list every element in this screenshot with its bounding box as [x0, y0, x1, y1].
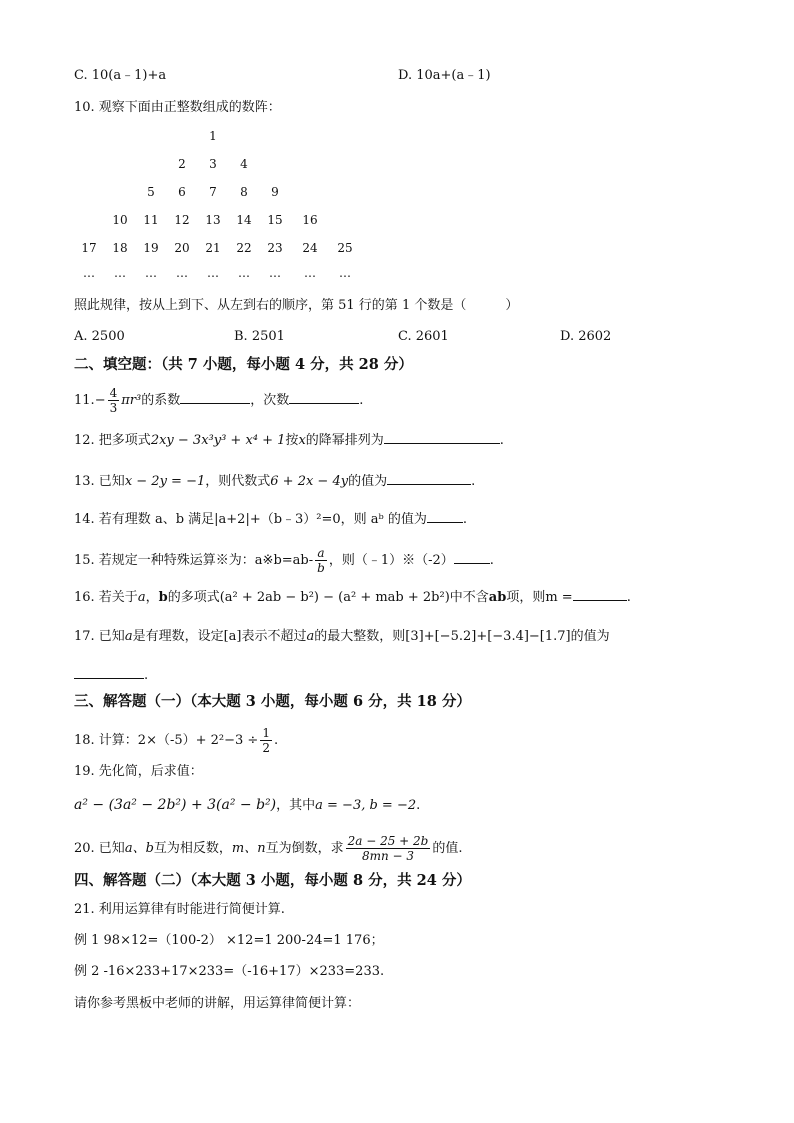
q14-end: . [462, 512, 468, 527]
triangle-cell: 15 [267, 213, 283, 227]
section-2-title: 二、填空题：（共 7 小题，每小题 4 分，共 28 分） [74, 356, 413, 373]
q15-end: . [489, 553, 494, 568]
q15-fraction [315, 546, 327, 575]
triangle-cell: … [238, 266, 250, 280]
q20-frac-num: 2a − 25 + 2b [347, 834, 429, 848]
triangle-cell: 12 [174, 213, 190, 227]
q17-pre: 17. 已知 [74, 629, 125, 644]
q17-mid2: 表示不超过 [241, 629, 307, 644]
q19-title: 19. 先化简，后求值： [74, 764, 203, 779]
q10-stem: 10. 观察下面由正整数组成的数阵： [74, 100, 281, 115]
triangle-cell: 23 [267, 241, 283, 255]
q11-frac-num: 4 [109, 386, 118, 400]
q20-mn: m、n [231, 841, 266, 856]
triangle-cell: … [176, 266, 188, 280]
triangle-cell: … [83, 266, 95, 280]
q21-example-1: 例 1 98×12=（100-2） ×12=1 200-24=1 176； [74, 933, 384, 948]
q15-post: ，则（﹣1）※（-2） [328, 553, 454, 568]
triangle-cell: 22 [236, 241, 252, 255]
q12-blank[interactable] [384, 431, 500, 444]
q19-end: . [416, 798, 421, 813]
q20-fraction [346, 834, 431, 863]
q19-expr: a² − (3a² − 2b²) + 3(a² − b²) [74, 797, 277, 813]
q17-bracket: [a] [223, 629, 242, 644]
q16-pre: 16. 若关于 [74, 590, 138, 605]
q17 [74, 629, 610, 645]
q13 [74, 472, 475, 490]
q12-expr: 2xy − 3x³y³ + x⁴ + 1 [150, 433, 286, 448]
q20-t1: 互为相反数， [153, 841, 232, 856]
q21-example-2: 例 2 -16×233+17×233=（-16+17）×233=233. [74, 964, 385, 979]
q15-blank[interactable] [454, 551, 490, 564]
q10-option-a: A. 2500 [74, 329, 125, 344]
q19-expression-line [74, 797, 420, 814]
q10-question: 照此规律，按从上到下、从左到右的顺序，第 51 行的第 1 个数是（ ） [74, 298, 519, 313]
triangle-cell: 17 [81, 241, 97, 255]
q13-post: 的值为 [348, 474, 388, 489]
q13-pre: 13. 已知 [74, 474, 125, 489]
q18 [74, 726, 278, 755]
triangle-cell: 18 [112, 241, 128, 255]
q17-answer-line [74, 666, 148, 684]
q20-ab: a、b [124, 841, 154, 856]
q16-m: m = [545, 590, 573, 605]
q11-number: 11. [74, 393, 95, 408]
triangle-cell: 14 [236, 213, 252, 227]
triangle-cell: 13 [205, 213, 221, 227]
q16-end: . [626, 590, 631, 605]
q11-blank-coefficient[interactable] [180, 391, 250, 404]
q16-b: b [158, 590, 168, 605]
q14-text: 14. 若有理数 a、b 满足|a+2|+（b﹣3）²=0，则 aᵇ 的值为 [74, 512, 427, 527]
q17-end: . [144, 668, 149, 683]
q16-blank[interactable] [573, 588, 627, 601]
q16 [74, 588, 631, 606]
triangle-cell: 19 [143, 241, 159, 255]
q19-post: ，其中 [276, 798, 316, 813]
q18-frac-den: 2 [262, 741, 270, 755]
q16-ab: ab [488, 590, 507, 605]
q18-frac-num: 1 [262, 726, 270, 740]
q11-text2: ，次数 [250, 393, 290, 408]
q17-a: a [124, 629, 133, 644]
q17-mid: 是有理数，设定 [132, 629, 224, 644]
triangle-cell: 11 [143, 213, 159, 227]
q21-ask: 请你参考黑板中老师的讲解，用运算律简便计算： [74, 996, 361, 1011]
triangle-cell: 7 [209, 185, 217, 199]
q13-blank[interactable] [387, 472, 471, 485]
q21-stem: 21. 利用运算律有时能进行简便计算. [74, 902, 285, 917]
q12-pre: 12. 把多项式 [74, 433, 151, 448]
q11-minus: − [94, 393, 106, 408]
q16-a: a [137, 590, 146, 605]
q13-end: . [471, 474, 476, 489]
q13-mid: ，则代数式 [205, 474, 271, 489]
triangle-cell: 3 [209, 157, 217, 171]
q18-pre: 18. 计算：2×（-5）+ 2²−3 ÷ [74, 733, 259, 748]
q17-blank[interactable] [74, 666, 144, 679]
q12 [74, 431, 504, 449]
q14-blank[interactable] [427, 510, 463, 523]
q16-post: 中不含 [449, 590, 489, 605]
triangle-cell: … [207, 266, 219, 280]
q15-frac-num: a [315, 546, 327, 561]
triangle-cell: 5 [147, 185, 155, 199]
q9-option-d: D. 10a+(a﹣1) [398, 68, 491, 83]
q17-a2: a [306, 629, 315, 644]
triangle-cell: 25 [337, 241, 353, 255]
q11-text1: 的系数 [141, 393, 181, 408]
triangle-cell: … [114, 266, 126, 280]
q12-var: x [298, 433, 306, 448]
triangle-cell: 21 [205, 241, 221, 255]
section-4-title: 四、解答题（二）（本大题 3 小题，每小题 8 分，共 24 分） [74, 872, 471, 889]
q11 [74, 386, 363, 415]
q13-cond: x − 2y = −1 [124, 474, 206, 489]
triangle-cell: 10 [112, 213, 128, 227]
triangle-cell: 20 [174, 241, 190, 255]
triangle-cell: 9 [271, 185, 279, 199]
q20-t2: 互为倒数，求 [265, 841, 344, 856]
triangle-cell: 1 [209, 129, 217, 143]
q13-expr: 6 + 2x − 4y [270, 474, 349, 489]
q20-post: 的值. [432, 841, 463, 856]
q18-fraction [260, 726, 272, 755]
q15-frac-den: b [317, 561, 325, 575]
q15-pre: 15. 若规定一种特殊运算※为：a※b=ab- [74, 553, 314, 568]
triangle-cell: 24 [302, 241, 318, 255]
q9-option-c: C. 10(a﹣1)+a [74, 68, 167, 83]
q11-fraction [108, 386, 120, 415]
q11-blank-degree[interactable] [289, 391, 359, 404]
q19-cond: a = −3, b = −2 [315, 798, 417, 813]
q20 [74, 834, 463, 863]
triangle-cell: … [269, 266, 281, 280]
q17-expr: [3]+[−5.2]+[−3.4]−[1.7] [405, 629, 571, 644]
section-3-title: 三、解答题（一）（本大题 3 小题，每小题 6 分，共 18 分） [74, 693, 471, 710]
q12-end: . [499, 433, 504, 448]
q18-end: . [273, 733, 279, 748]
q16-expr: (a² + 2ab − b²) − (a² + mab + 2b²) [219, 590, 450, 605]
triangle-cell: 6 [178, 185, 186, 199]
q12-mid: 按 [285, 433, 299, 448]
q10-option-d: D. 2602 [560, 329, 612, 344]
q12-post: 的降幂排列为 [305, 433, 384, 448]
triangle-cell: 16 [302, 213, 318, 227]
q16-sep: ， [145, 590, 159, 605]
q11-frac-den: 3 [109, 401, 118, 415]
triangle-cell: 8 [240, 185, 248, 199]
triangle-cell: … [339, 266, 351, 280]
triangle-cell: … [145, 266, 157, 280]
q15 [74, 546, 494, 575]
q11-end: . [359, 393, 364, 408]
triangle-cell: 2 [178, 157, 186, 171]
q20-frac-den: 8mn − 3 [361, 849, 415, 863]
q16-post2: 项，则 [506, 590, 546, 605]
q10-option-c: C. 2601 [398, 329, 449, 344]
q14 [74, 510, 467, 528]
triangle-cell: … [304, 266, 316, 280]
q20-pre: 20. 已知 [74, 841, 125, 856]
q16-mid: 的多项式 [167, 590, 220, 605]
q17-post: 的值为 [570, 629, 610, 644]
q17-mid3: 的最大整数，则 [314, 629, 406, 644]
q11-term: πr³ [121, 393, 142, 408]
q10-option-b: B. 2501 [234, 329, 285, 344]
triangle-cell: 4 [240, 157, 248, 171]
